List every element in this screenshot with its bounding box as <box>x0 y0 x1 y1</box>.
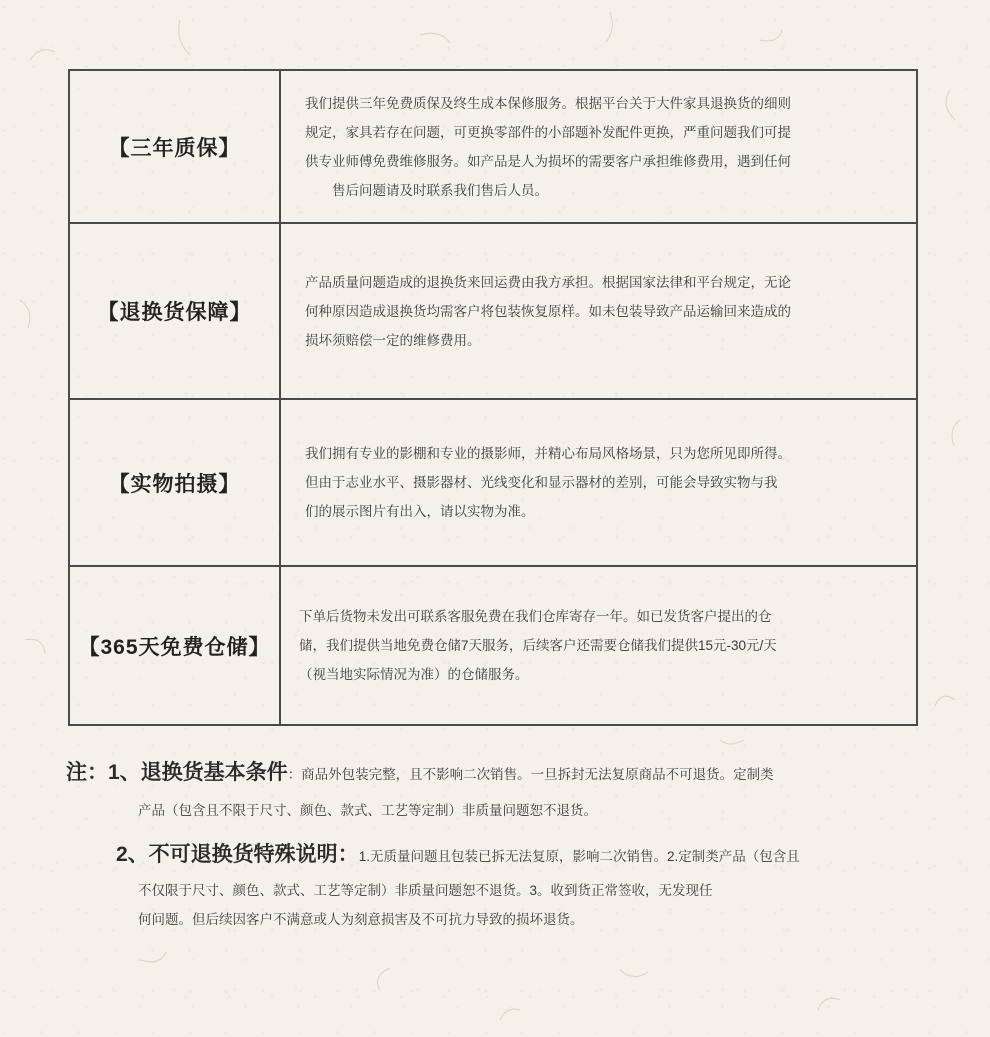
section-body-warranty <box>281 71 916 222</box>
table-row-storage <box>70 567 916 724</box>
section-title-storage: 【365天免费仓储】 <box>70 567 281 724</box>
section-body-storage <box>281 567 916 724</box>
note-2-text: 1.无质量问题且包装已拆无法复原，影响二次销售。2.定制类产品（包含且 <box>358 849 800 864</box>
section-body-returns <box>281 224 916 398</box>
note-1-text: ：商品外包装完整，且不影响二次销售。一旦拆封无法复原商品不可退货。定制类 <box>287 767 774 782</box>
section-text: 下单后货物未发出可联系客服免费在我们仓库寄存一年。如已发货客户提出的仓 储，我们提供当地免费仓储7天服务，后续客户还需要仓储我们提供15元-30元/天 （视当地实际情况为准）的仓储服务。 <box>299 609 777 682</box>
service-guarantee-table <box>68 69 918 726</box>
table-row-photography <box>70 400 916 567</box>
note-1-continuation: 产品（包含且不限于尺寸、颜色、款式、工艺等定制）非质量问题恕不退货。 <box>138 803 597 818</box>
note-2 <box>116 838 800 868</box>
section-title-returns: 【退换货保障】 <box>70 224 281 398</box>
note-2-continuation-2: 何问题。但后续因客户不满意或人为刻意损害及不可抗力导致的损坏退货。 <box>138 912 584 927</box>
section-text: 我们拥有专业的影棚和专业的摄影师，并精心布局风格场景，只为您所见即所得。 但由于志业水平、摄影器材、光线变化和显示器材的差别，可能会导致实物与我 们的展示图片有出入，请以实物为准。 <box>305 446 791 519</box>
section-title-photography: 【实物拍摄】 <box>70 400 281 565</box>
note-1-heading: 注：1、退换货基本条件 <box>66 761 288 784</box>
note-2-continuation-1: 不仅限于尺寸、颜色、款式、工艺等定制）非质量问题恕不退货。3。收到货正常签收，无发现任 <box>138 883 713 898</box>
section-text: 产品质量问题造成的退换货来回运费由我方承担。根据国家法律和平台规定，无论 何种原因造成退换货均需客户将包装恢复原样。如未包装导致产品运输回来造成的 损坏须赔偿一定的维修费用。 <box>305 274 791 348</box>
section-body-photography <box>281 400 916 565</box>
note-2-heading: 2、不可退换货特殊说明： <box>116 843 359 866</box>
table-row-warranty <box>70 71 916 224</box>
note-1 <box>66 756 774 786</box>
section-title-warranty: 【三年质保】 <box>70 71 281 222</box>
table-row-returns <box>70 224 916 400</box>
section-text: 我们提供三年免费质保及终生成本保修服务。根据平台关于大件家具退换货的细则 规定，家具若存在问题，可更换零部件的小部题补发配件更换，严重问题我们可提 供专业师傅免费维修服务。如产品是人为损坏的需要客户承担维修费用，遇到任何 售后问题请及时联系我们售后人员。 <box>305 95 791 198</box>
